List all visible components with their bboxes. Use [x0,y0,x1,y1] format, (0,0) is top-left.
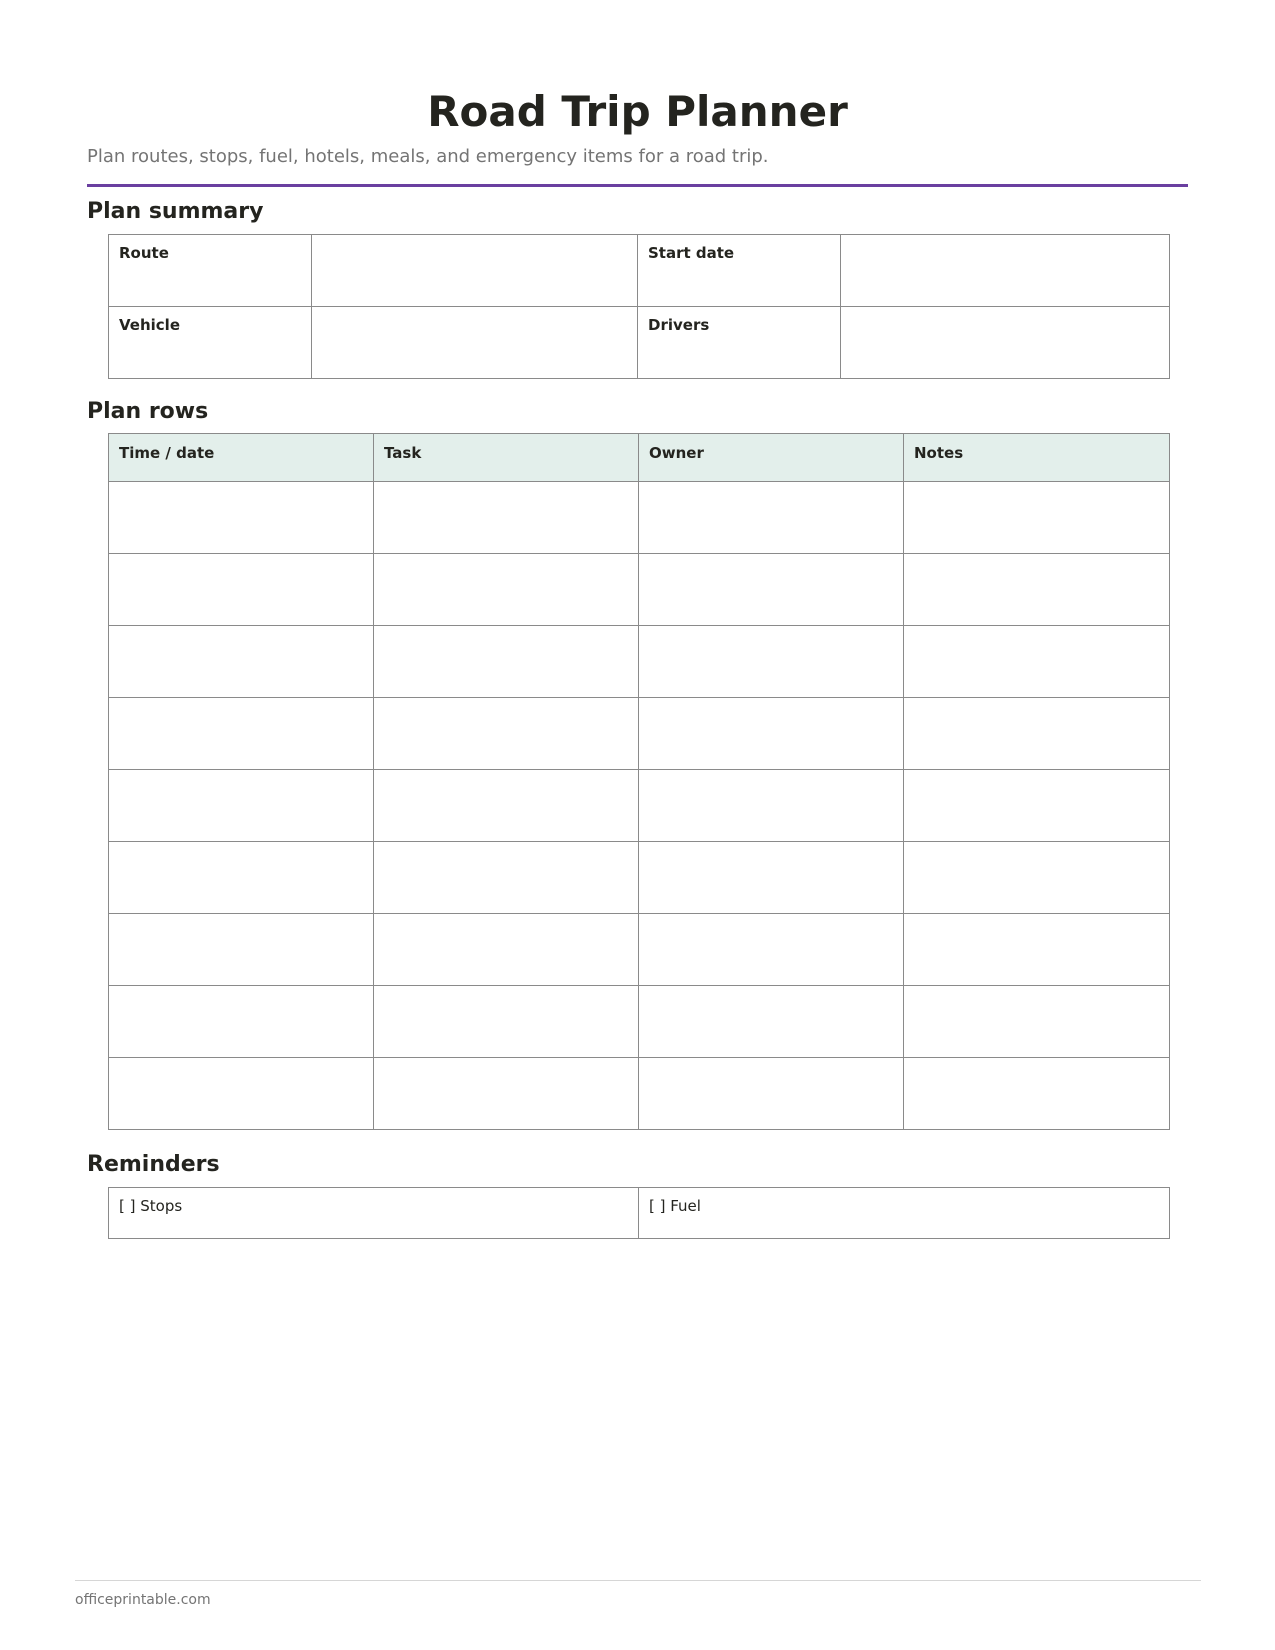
plan-summary-heading: Plan summary [87,199,264,224]
cell-task[interactable] [374,1058,639,1130]
cell-time-date[interactable] [109,698,374,770]
table-row [109,1058,1170,1130]
cell-notes[interactable] [904,482,1170,554]
cell-owner[interactable] [639,842,904,914]
column-header-notes: Notes [904,434,1170,482]
table-row [109,986,1170,1058]
cell-time-date[interactable] [109,626,374,698]
cell-time-date[interactable] [109,482,374,554]
page-title: Road Trip Planner [427,87,848,136]
drivers-field[interactable] [841,307,1170,379]
reminder-stops[interactable]: [ ] Stops [109,1188,639,1239]
cell-notes[interactable] [904,1058,1170,1130]
plan-summary-table [108,234,1170,379]
reminder-fuel[interactable]: [ ] Fuel [639,1188,1170,1239]
cell-task[interactable] [374,842,639,914]
page-subtitle: Plan routes, stops, fuel, hotels, meals, and emergency items for a road trip. [87,146,769,167]
drivers-label: Drivers [638,307,841,379]
reminders-heading: Reminders [87,1152,220,1177]
cell-time-date[interactable] [109,842,374,914]
cell-owner[interactable] [639,914,904,986]
cell-task[interactable] [374,986,639,1058]
vehicle-label: Vehicle [109,307,312,379]
cell-task[interactable] [374,626,639,698]
route-field[interactable] [312,235,638,307]
table-row [109,626,1170,698]
cell-time-date[interactable] [109,986,374,1058]
column-header-owner: Owner [639,434,904,482]
table-row [109,914,1170,986]
table-row [109,770,1170,842]
table-row [109,842,1170,914]
cell-time-date[interactable] [109,914,374,986]
cell-notes[interactable] [904,626,1170,698]
route-label: Route [109,235,312,307]
column-header-time-date: Time / date [109,434,374,482]
table-row [109,482,1170,554]
cell-notes[interactable] [904,770,1170,842]
cell-owner[interactable] [639,554,904,626]
footer-site: officeprintable.com [75,1592,211,1608]
plan-rows-body [109,482,1170,1130]
cell-notes[interactable] [904,698,1170,770]
cell-task[interactable] [374,914,639,986]
cell-time-date[interactable] [109,1058,374,1130]
title-divider [87,184,1188,187]
summary-row [109,235,1170,307]
summary-row [109,307,1170,379]
cell-owner[interactable] [639,1058,904,1130]
plan-rows-header [109,434,1170,482]
plan-rows-heading: Plan rows [87,399,209,424]
cell-notes[interactable] [904,914,1170,986]
cell-owner[interactable] [639,770,904,842]
reminders-table [108,1187,1170,1239]
cell-task[interactable] [374,554,639,626]
cell-notes[interactable] [904,842,1170,914]
footer-divider [75,1580,1201,1581]
cell-notes[interactable] [904,986,1170,1058]
cell-time-date[interactable] [109,554,374,626]
start-date-field[interactable] [841,235,1170,307]
cell-time-date[interactable] [109,770,374,842]
start-date-label: Start date [638,235,841,307]
cell-task[interactable] [374,698,639,770]
cell-owner[interactable] [639,482,904,554]
reminders-row [109,1188,1170,1239]
cell-notes[interactable] [904,554,1170,626]
vehicle-field[interactable] [312,307,638,379]
table-row [109,554,1170,626]
column-header-task: Task [374,434,639,482]
table-row [109,698,1170,770]
plan-rows-table [108,433,1170,1130]
cell-owner[interactable] [639,698,904,770]
cell-task[interactable] [374,482,639,554]
cell-task[interactable] [374,770,639,842]
cell-owner[interactable] [639,626,904,698]
cell-owner[interactable] [639,986,904,1058]
